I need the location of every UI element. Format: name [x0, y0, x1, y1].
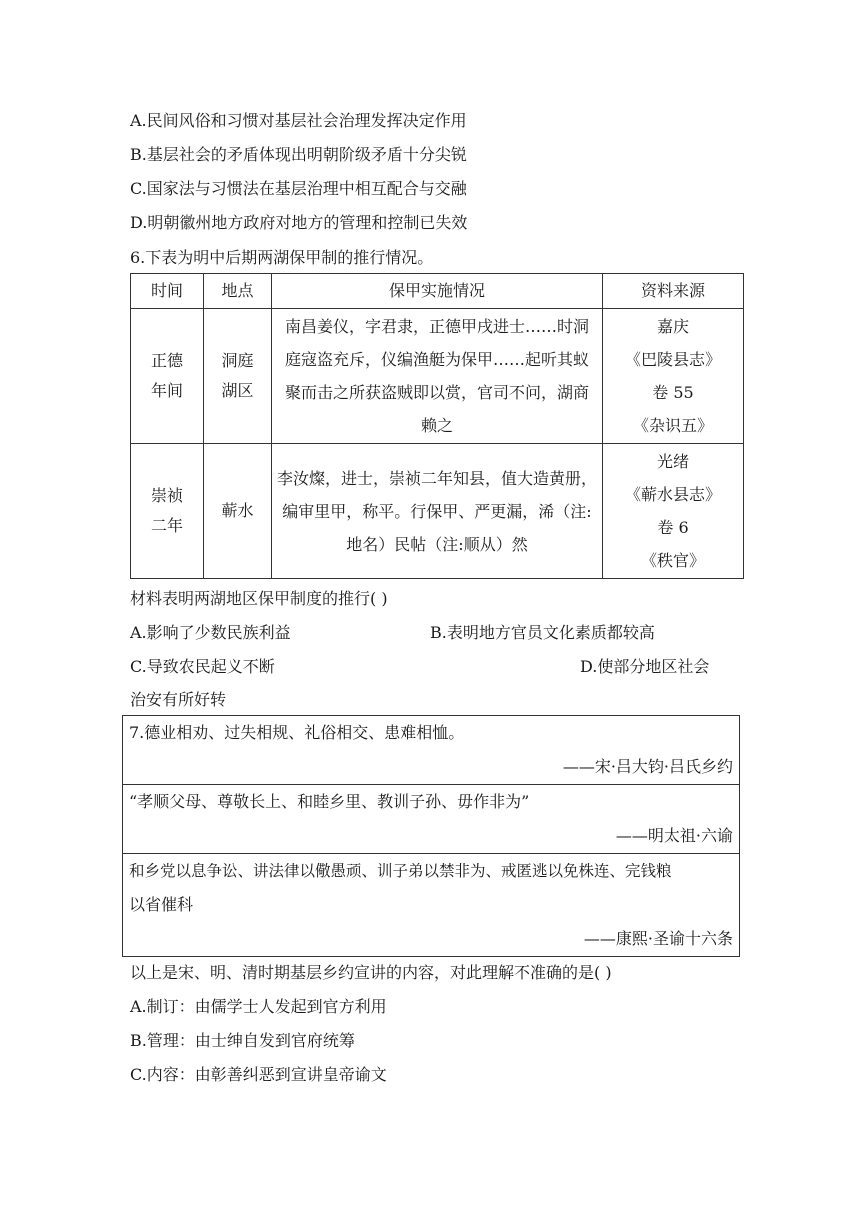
quote-source: ——康熙·圣谕十六条	[583, 929, 733, 948]
q6-option-b: B.表明地方官员文化素质都较高	[430, 623, 655, 642]
quote-section	[123, 716, 739, 785]
cell-place: 蕲水	[204, 444, 272, 579]
quote-text: 7.德业相劝、过失相规、礼俗相交、患难相恤。	[129, 723, 465, 742]
table-row	[131, 309, 744, 444]
quote-text: 以省催科	[129, 895, 194, 914]
quote-text: 和乡党以息争讼、讲法律以儆愚顽、训子弟以禁非为、戒匿逃以免株连、完钱粮	[129, 862, 672, 880]
q6-option-d: D.使部分地区社会	[580, 657, 710, 676]
header-source: 资料来源	[603, 274, 744, 309]
cell-place: 洞庭 湖区	[204, 309, 272, 444]
q6-table	[130, 273, 744, 579]
header-time: 时间	[131, 274, 204, 309]
q7-quote-box	[122, 715, 740, 957]
q7-option-a: A.制订：由儒学士人发起到官方利用	[130, 997, 387, 1016]
quote-section	[123, 785, 739, 854]
q6-stem: 6.下表为明中后期两湖保甲制的推行情况。	[130, 248, 434, 267]
quote-section	[123, 854, 739, 956]
q7-option-c: C.内容：由彰善纠恶到宣讲皇帝谕文	[130, 1065, 387, 1084]
cell-time: 崇祯 二年	[131, 444, 204, 579]
q6-option-c: C.导致农民起义不断	[130, 657, 275, 676]
cell-detail: 李汝燦，进士，崇祯二年知县，值大造黄册， 编审里甲，称平。行保甲、严更漏，浠（注: 地名）民帖（注:顺从）然	[272, 444, 603, 579]
table-header-row	[131, 274, 744, 309]
q7-option-b: B.管理：由士绅自发到官府统筹	[130, 1031, 355, 1050]
q5-option-d: D.明朝徽州地方政府对地方的管理和控制已失效	[130, 213, 468, 232]
cell-source: 光绪 《蕲水县志》 卷 6 《秩官》	[603, 444, 744, 579]
quote-text: “孝顺父母、尊敬长上、和睦乡里、教训子孙、毋作非为”	[129, 792, 530, 811]
q6-option-a: A.影响了少数民族利益	[130, 623, 291, 642]
quote-source: ——明太祖·六谕	[615, 826, 733, 845]
cell-detail: 南昌姜仪，字君隶，正德甲戌进士……时洞 庭寇盗充斥，仪编渔艇为保甲……起听其蚁 聚而击之所获盗贼即以赏，官司不问，湖商 赖之	[272, 309, 603, 444]
cell-time: 正德 年间	[131, 309, 204, 444]
header-place: 地点	[204, 274, 272, 309]
q6-option-d-continued: 治安有所好转	[130, 690, 227, 709]
q5-option-b: B.基层社会的矛盾体现出明朝阶级矛盾十分尖锐	[130, 145, 467, 164]
q7-question: 以上是宋、明、清时期基层乡约宣讲的内容，对此理解不准确的是( )	[130, 963, 612, 982]
cell-source: 嘉庆 《巴陵县志》 卷 55 《杂识五》	[603, 309, 744, 444]
quote-source: ——宋·吕大钧·吕氏乡约	[562, 757, 733, 776]
header-detail: 保甲实施情况	[272, 274, 603, 309]
q5-option-c: C.国家法与习惯法在基层治理中相互配合与交融	[130, 179, 467, 198]
table-row	[131, 444, 744, 579]
q6-question: 材料表明两湖地区保甲制度的推行( )	[130, 589, 388, 608]
q5-option-a: A.民间风俗和习惯对基层社会治理发挥决定作用	[130, 111, 467, 130]
